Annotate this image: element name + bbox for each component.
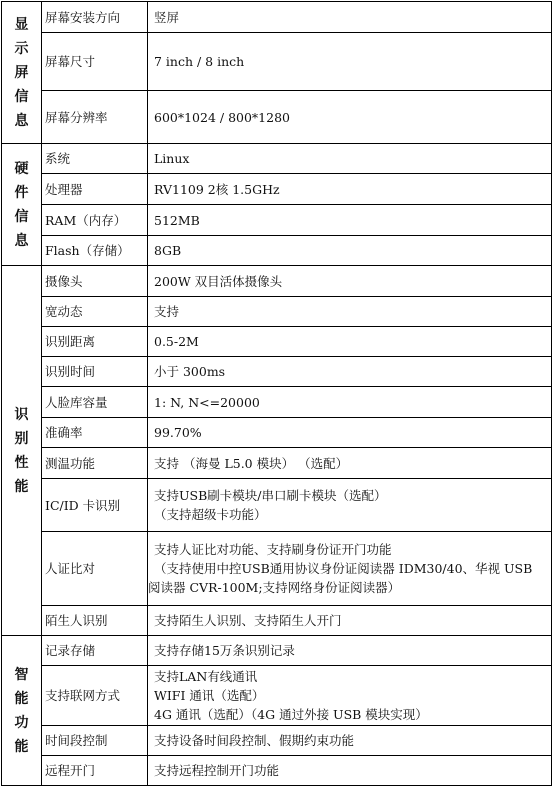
spec-row [2,327,552,357]
spec-value-line: 8GB [154,243,182,258]
section-category [2,2,42,144]
spec-value [148,756,552,786]
spec-row [2,418,552,448]
spec-row [2,726,552,756]
spec-value-line: 600*1024 / 800*1280 [154,109,290,125]
category-char: 息 [14,112,29,129]
spec-value [148,666,552,726]
category-char: 显 [14,16,29,33]
spec-value [148,726,552,756]
spec-value-line: WIFI 通讯（选配） [154,688,265,703]
spec-key: 测温功能 [42,448,148,479]
spec-value-line: 竖屏 [154,9,180,25]
spec-row [2,266,552,297]
spec-value-line: （支持超级卡功能） [154,507,267,522]
category-char: 功 [14,714,29,731]
spec-key: IC/ID 卡识别 [42,479,148,532]
spec-key: 识别距离 [42,327,148,357]
spec-key: 屏幕分辨率 [42,91,148,144]
spec-key: 宽动态 [42,297,148,327]
spec-value-line: 支持设备时间段控制、假期约束功能 [154,733,355,748]
spec-value-line: 支持远程控制开门功能 [154,763,280,778]
spec-key: 陌生人识别 [42,606,148,636]
spec-key: 屏幕安装方向 [42,2,148,33]
spec-value [148,479,552,532]
spec-value [148,448,552,479]
spec-row [2,387,552,418]
spec-key: 人证比对 [42,532,148,606]
category-char: 能 [14,478,29,495]
spec-key: RAM（内存） [42,205,148,236]
spec-row [2,174,552,205]
spec-value [148,606,552,636]
spec-row [2,448,552,479]
spec-key: 远程开门 [42,756,148,786]
spec-row [2,297,552,327]
spec-value-line: （支持使用中控USB通用协议身份证阅读器 IDM30/40、华视 USB [154,561,533,576]
spec-key: 屏幕尺寸 [42,33,148,91]
spec-key: 人脸库容量 [42,387,148,418]
spec-value [148,2,552,33]
spec-value [148,266,552,297]
spec-value-line: 小于 300ms [154,364,226,379]
spec-row [2,636,552,666]
spec-row [2,2,552,33]
spec-value [148,144,552,174]
spec-row [2,479,552,532]
spec-key: 系统 [42,144,148,174]
spec-key: 处理器 [42,174,148,205]
spec-key: 时间段控制 [42,726,148,756]
category-char: 别 [14,430,29,447]
spec-value-line: 1: N, N<=20000 [154,394,260,410]
category-char: 信 [14,208,29,225]
spec-value-line: RV1109 2核 1.5GHz [154,181,280,197]
category-char: 能 [14,690,29,707]
spec-value [148,418,552,448]
spec-row [2,91,552,144]
spec-key: 准确率 [42,418,148,448]
spec-row [2,756,552,786]
spec-row [2,532,552,606]
spec-row [2,33,552,91]
spec-value [148,91,552,144]
spec-value-line: 支持存储15万条识别记录 [154,643,295,658]
spec-value [148,636,552,666]
spec-key: 识别时间 [42,357,148,387]
spec-value-line: 99.70% [154,425,202,440]
spec-row [2,606,552,636]
spec-value-line: 200W 双目活体摄像头 [154,273,283,289]
spec-value [148,33,552,91]
category-char: 硬 [14,160,29,177]
spec-value-line: 支持LAN有线通讯 [154,669,258,684]
spec-value [148,327,552,357]
spec-value-line: Linux [154,151,190,166]
spec-value-line: 支持USB刷卡模块/串口刷卡模块（选配） [154,488,387,503]
spec-key: Flash（存储） [42,236,148,266]
category-char: 智 [14,666,29,683]
spec-row [2,144,552,174]
section-category [2,636,42,786]
spec-row [2,357,552,387]
spec-value-line: 支持陌生人识别、支持陌生人开门 [154,613,342,628]
category-char: 识 [14,406,29,423]
spec-value [148,387,552,418]
spec-key: 摄像头 [42,266,148,297]
spec-value-line: 支持人证比对功能、支持刷身份证开门功能 [154,542,392,557]
spec-value [148,357,552,387]
spec-value-line: 阅读器 CVR-100M;支持网络身份证阅读器） [148,580,401,595]
spec-value [148,174,552,205]
category-char: 能 [14,738,29,755]
category-char: 性 [14,454,29,471]
spec-value [148,236,552,266]
spec-table [1,1,552,786]
spec-row [2,666,552,726]
category-char: 信 [14,88,29,105]
spec-value [148,297,552,327]
section-category [2,144,42,266]
spec-value-line: 支持 [154,304,180,319]
spec-table-body [2,2,552,786]
spec-value-line: 支持 （海曼 L5.0 模块） （选配） [154,455,349,471]
spec-value [148,205,552,236]
spec-value-line: 7 inch / 8 inch [154,54,245,69]
spec-value-line: 512MB [154,212,200,228]
spec-row [2,205,552,236]
category-char: 示 [14,40,29,57]
spec-value-line: 4G 通讯（选配）（4G 通过外接 USB 模块实现） [154,707,428,722]
spec-key: 记录存储 [42,636,148,666]
category-char: 屏 [14,64,29,81]
section-category [2,266,42,636]
category-char: 息 [14,232,29,249]
spec-value-line: 0.5-2M [154,334,199,349]
spec-value [148,532,552,606]
category-char: 件 [14,184,29,201]
spec-row [2,236,552,266]
spec-key: 支持联网方式 [42,666,148,726]
